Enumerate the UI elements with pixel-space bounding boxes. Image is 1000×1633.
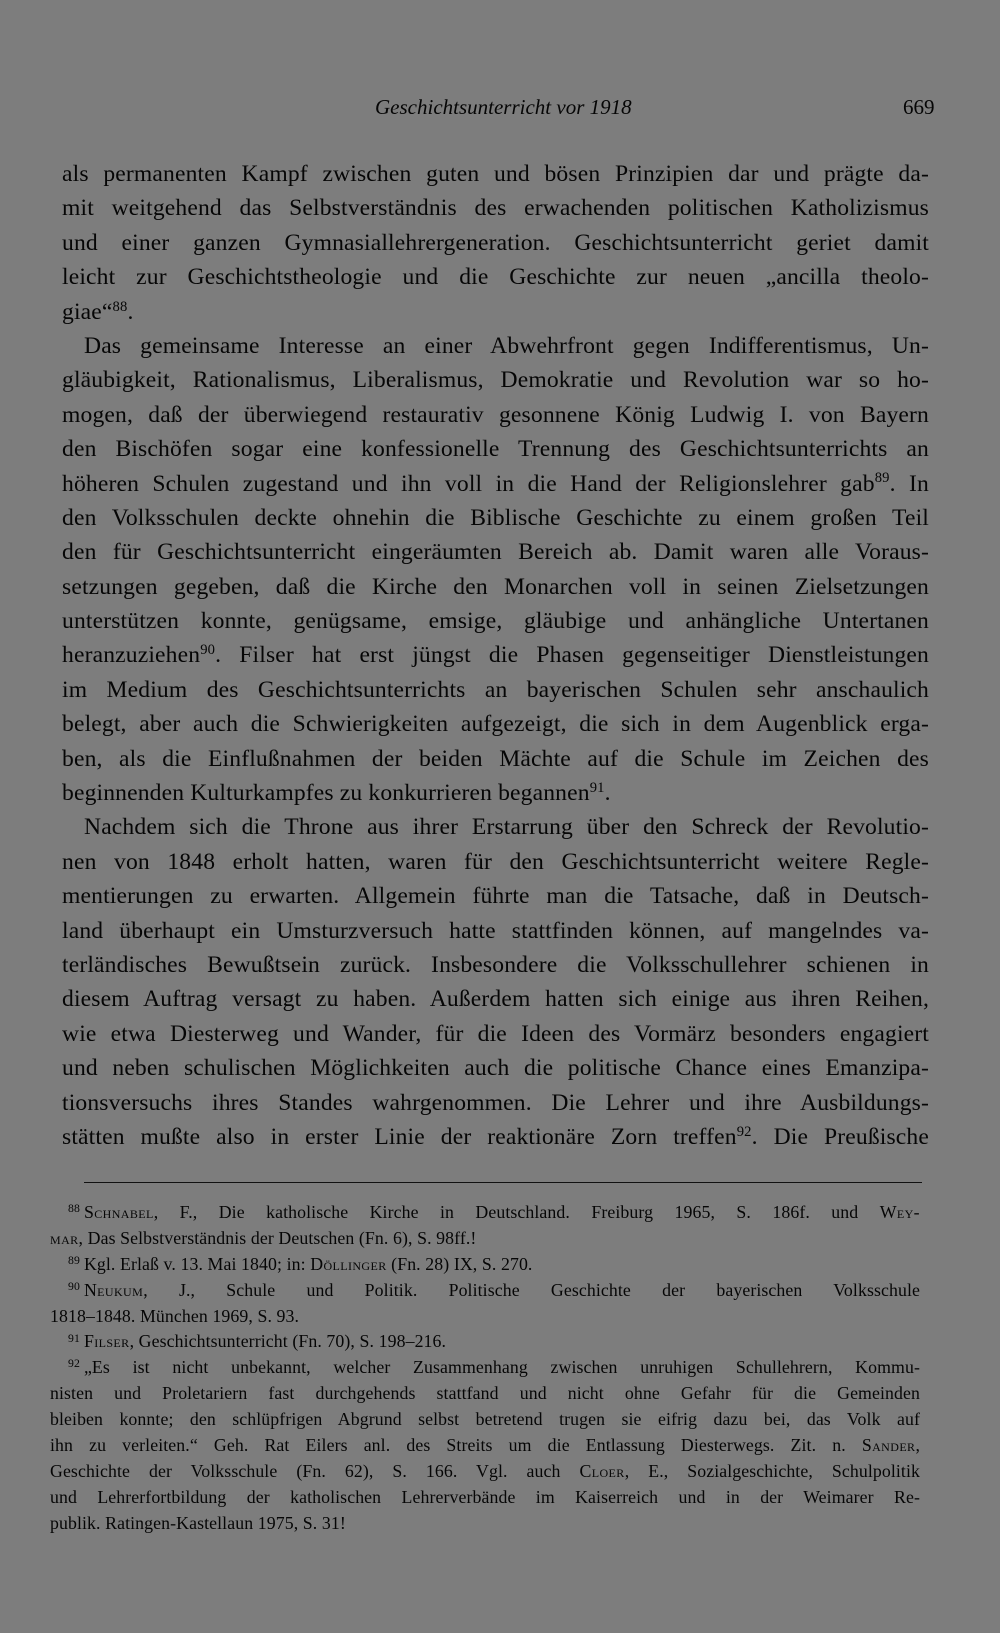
text-line: ben, als die Einflußnahmen der beiden Mächte auf die Schule im Zeichen des — [62, 745, 929, 772]
footnote-number: 92 — [68, 1357, 80, 1371]
footnote-number: 90 — [68, 1279, 80, 1293]
text-line: den Volksschulen deckte ohnehin die Biblische Geschichte zu einem großen Teil — [62, 504, 929, 531]
running-head — [0, 92, 1000, 122]
text-line: diesem Auftrag versagt zu haben. Außerdem hatten sich einige aus ihren Reihen, — [62, 986, 929, 1013]
footnote-line: ihn zu verleiten.“ Geh. Rat Eilers anl. des Streits um die Entlassung Diesterwegs. Zit. n. Sander, — [50, 1435, 920, 1456]
text-line: höheren Schulen zugestand und ihn voll in die Hand der Religionslehrer gab$^{89}$. In — [62, 470, 929, 497]
text-line: im Medium des Geschichtsunterrichts an bayerischen Schulen sehr anschaulich — [62, 676, 929, 703]
text-line: stätten mußte also in erster Linie der reaktionäre Zorn treffen$^{92}$. Die Preußische — [62, 1123, 929, 1150]
footnote-reference[interactable]: 88 — [112, 298, 128, 315]
text-line: beginnenden Kulturkampfes zu konkurrieren begannen$^{91}$. — [62, 779, 611, 807]
footnote-line: nisten und Proletariern fast durchgehends stattfand und nicht ohne Gefahr für die Gemeinden — [50, 1383, 920, 1404]
footnote-reference[interactable]: 89 — [874, 470, 890, 487]
text-line: mit weitgehend das Selbstverständnis des erwachenden politischen Katholizismus — [62, 195, 929, 222]
footnote-reference[interactable]: 91 — [589, 779, 605, 796]
text-line: land überhaupt ein Umsturzversuch hatte stattfinden können, auf mangelndes va- — [62, 917, 929, 944]
footnote-line: mar, Das Selbstverständnis der Deutschen (Fn. 6), S. 98ff.! — [50, 1227, 477, 1248]
text-line: als permanenten Kampf zwischen guten und bösen Prinzipien dar und prägte da- — [62, 161, 929, 187]
text-line: den Bischöfen sogar eine konfessionelle Trennung des Geschichtsunterrichts an — [62, 436, 929, 463]
text-line: heranzuziehen$^{90}$. Filser hat erst jüngst die Phasen gegenseitiger Dienstleistungen — [62, 642, 929, 669]
text-line: belegt, aber auch die Schwierigkeiten aufgezeigt, die sich in dem Augenblick erga- — [62, 711, 929, 738]
footnote-reference[interactable]: 92 — [736, 1123, 752, 1140]
footnotes — [50, 1200, 920, 1537]
footnote-line: publik. Ratingen-Kastellaun 1975, S. 31! — [50, 1512, 346, 1533]
page-number: 669 — [903, 95, 935, 119]
footnote-89: $^{89}$ Kgl. Erlaß v. 13. Mai 1840; in: Döllinger (Fn. 28) IX, S. 270. — [68, 1253, 533, 1274]
text-line: unterstützen konnte, genügsame, emsige, gläubige und anhängliche Untertanen — [62, 608, 929, 635]
text-line: nen von 1848 erholt hatten, waren für den Geschichtsunterricht weitere Regle- — [62, 848, 929, 875]
body-text — [62, 157, 929, 1154]
footnote-90: $^{90}$ Neukum, J., Schule und Politik. Politische Geschichte der bayerischen Volksschule — [68, 1279, 920, 1300]
footnote-line: und Lehrerfortbildung der katholischen Lehrerverbände im Kaiserreich und in der Weimarer Re- — [50, 1486, 920, 1507]
text-line: terländisches Bewußtsein zurück. Insbesondere die Volksschullehrer schienen in — [62, 951, 929, 978]
text-line: wie etwa Diesterweg und Wander, für die Ideen des Vormärz besonders engagiert — [62, 1020, 929, 1047]
text-line: tionsversuchs ihres Standes wahrgenommen. Die Lehrer und ihre Ausbildungs- — [62, 1089, 929, 1116]
text-line: giae“$^{88}$. — [62, 298, 134, 325]
text-line: mentierungen zu erwarten. Allgemein führte man die Tatsache, daß in Deutsch- — [62, 883, 929, 910]
footnote-line: Geschichte der Volksschule (Fn. 62), S. 166. Vgl. auch Cloer, E., Sozialgeschichte, Schulpolitik — [50, 1460, 920, 1481]
footnote-line: 1818–1848. München 1969, S. 93. — [50, 1305, 300, 1326]
text-line: den für Geschichtsunterricht eingeräumten Bereich ab. Damit waren alle Voraus- — [62, 539, 929, 566]
footnote-91: $^{91}$ Filser, Geschichtsunterricht (Fn. 70), S. 198–216. — [68, 1331, 447, 1352]
footnote-92: $^{92}$ „Es ist nicht unbekannt, welcher Zusammenhang zwischen unruhigen Schullehrern, Kommu- — [68, 1357, 920, 1378]
text-line: und neben schulischen Möglichkeiten auch die politische Chance eines Emanzipa- — [62, 1055, 929, 1082]
text-line: mogen, daß der überwiegend restaurativ gesonnene König Ludwig I. von Bayern — [62, 401, 929, 428]
running-title: Geschichtsunterricht vor 1918 — [375, 95, 632, 119]
text-line: leicht zur Geschichtstheologie und die Geschichte zur neuen „ancilla theolo- — [62, 264, 929, 291]
text-line: Nachdem sich die Throne aus ihrer Erstarrung über den Schreck der Revolutio- — [84, 814, 929, 841]
text-line: und einer ganzen Gymnasiallehrergeneration. Geschichtsunterricht geriet damit — [62, 229, 929, 256]
footnote-number: 89 — [68, 1253, 80, 1267]
footnote-reference[interactable]: 90 — [200, 642, 216, 659]
text-line: gläubigkeit, Rationalismus, Liberalismus, Demokratie und Revolution war so ho- — [62, 367, 929, 394]
footnote-separator — [84, 1182, 922, 1183]
text-line: setzungen gegeben, daß die Kirche den Monarchen voll in seinen Zielsetzungen — [62, 573, 929, 600]
footnote-line: bleiben konnte; den schlüpfrigen Abgrund selbst betretend trugen sie eifrig dazu bei, das Volk auf — [50, 1409, 920, 1430]
text-line: Das gemeinsame Interesse an einer Abwehrfront gegen Indifferentismus, Un- — [84, 332, 929, 359]
footnote-88: $^{88}$ Schnabel, F., Die katholische Kirche in Deutschland. Freiburg 1965, S. 186f. und Wey- — [68, 1202, 920, 1222]
footnote-number: 91 — [68, 1331, 80, 1345]
footnote-number: 88 — [68, 1202, 80, 1216]
